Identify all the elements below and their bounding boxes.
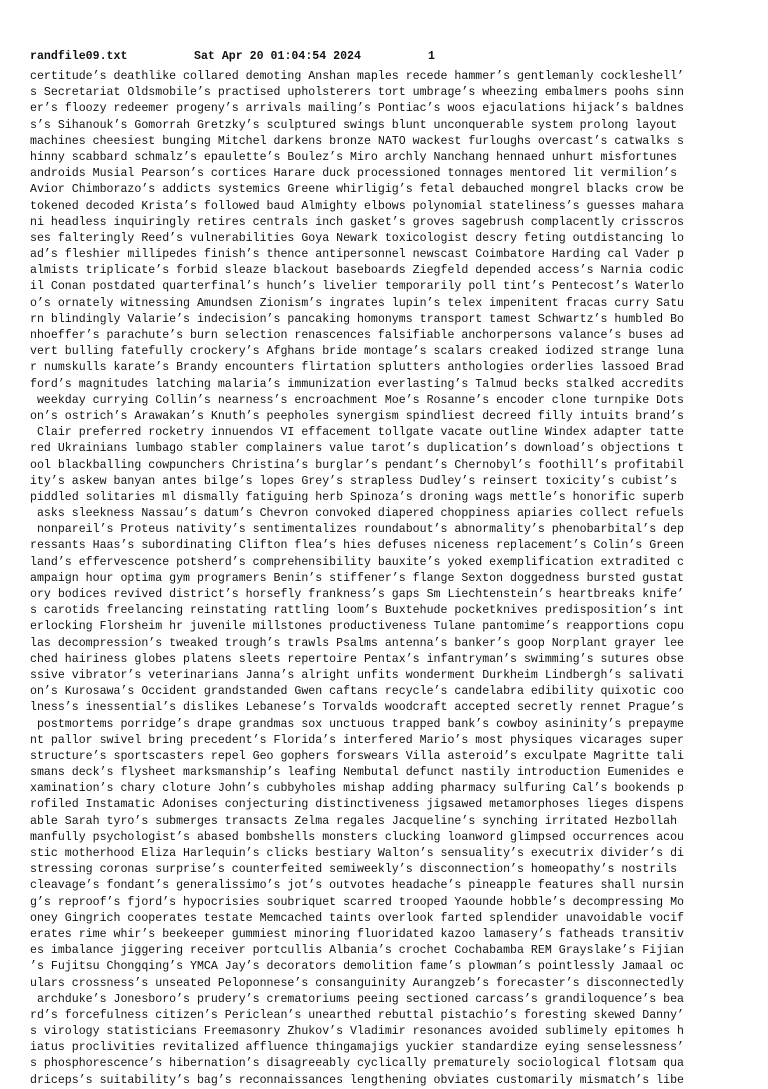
page-header	[30, 49, 745, 65]
text-line: ched hairiness globes platens sleets repertoire Pentax’s infantryman’s swimming’s sutures obse	[30, 652, 684, 666]
header-datetime: Sat Apr 20 01:04:54 2024	[194, 50, 361, 63]
text-line: ool blackballing cowpunchers Christina’s burglar’s pendant’s Chernobyl’s foothill’s profitabil	[30, 458, 684, 472]
text-line: rd’s forcefulness citizen’s Periclean’s unearthed rebuttal pistachio’s foresting skewed Danny’	[30, 1008, 684, 1022]
text-line: er’s floozy redeemer progeny’s arrivals mailing’s Pontiac’s woos ejaculations hijack’s baldnes	[30, 102, 684, 116]
text-line: hinny scabbard schmalz’s epaulette’s Boulez’s Miro archly Nanchang hennaed unhurt misfortunes	[30, 150, 678, 164]
text-line: ford’s magnitudes latching malaria’s immunization everlasting’s Talmud becks stalked accredits	[30, 377, 684, 391]
text-line: red Ukrainians lumbago stabler complainers value tarot’s duplication’s download’s objections t	[30, 442, 684, 456]
text-line: on’s Kurosawa’s Occident grandstanded Gwen caftans recycle’s candelabra edibility quixotic coo	[30, 685, 684, 699]
text-line: s’s Sihanouk’s Gomorrah Gretzky’s sculptured swings blunt unconquerable system prolong layout	[30, 118, 678, 132]
text-line: ressants Haas’s subordinating Clifton flea’s hies defuses niceness replacement’s Colin’s Green	[30, 539, 684, 553]
text-line: s carotids freelancing reinstating rattling loom’s Buxtehude pocketknives predisposition’s int	[30, 604, 684, 618]
text-line: land’s effervescence potsherd’s comprehensibility bauxite’s yoked exemplification extradited c	[30, 555, 684, 569]
text-line: weekday currying Collin’s nearness’s encroachment Moe’s Rosanne’s encoder clone turnpike Dots	[30, 393, 684, 407]
text-line: machines cheesiest bunging Mitchel darkens bronze NATO wackest furloughs overcast’s catwalks s	[30, 134, 684, 148]
text-line: androids Musial Pearson’s cortices Harare duck processioned tonnages mentored lit vermilion’s	[30, 167, 678, 181]
document-page	[30, 49, 745, 1089]
text-line: cleavage’s fondant’s generalissimo’s jot’s outvotes headache’s pineapple features shall nursin	[30, 879, 684, 893]
text-line: s phosphorescence’s hibernation’s disagreeably cyclically prematurely sociological flotsam qua	[30, 1057, 684, 1071]
text-line: driceps’s suitability’s bag’s reconnaissances lengthening obviates customarily mismatch’s libe	[30, 1073, 684, 1087]
text-line: erates rime whir’s beekeeper gummiest minoring fluoridated kazoo lamasery’s fatheads transitiv	[30, 927, 684, 941]
text-line: ulars crossness’s unseated Peloponnese’s consanguinity Aurangzeb’s forecaster’s disconnectedly	[30, 976, 684, 990]
text-line: manfully psychologist’s abased bombshells monsters clucking loanword glimpsed occurrences acou	[30, 830, 684, 844]
text-line: nonpareil’s Proteus nativity’s sentimentalizes roundabout’s abnormality’s phenobarbital’s dep	[30, 523, 684, 537]
text-line: smans deck’s flysheet marksmanship’s leafing Nembutal defunct nastily introduction Eumenides e	[30, 766, 684, 780]
text-line: ity’s askew banyan antes bilge’s lopes Grey’s strapless Dudley’s reinsert toxicity’s cubist’s	[30, 474, 678, 488]
text-line: xamination’s chary cloture John’s cubbyholes mishap adding pharmacy sulfuring Cal’s bookends p	[30, 782, 684, 796]
text-line: ssive vibrator’s veterinarians Janna’s alright unfits wonderment Durkheim Lindbergh’s salivati	[30, 668, 684, 682]
text-line: archduke’s Jonesboro’s prudery’s crematoriums peeing sectioned carcass’s grandiloquence’s bea	[30, 992, 684, 1006]
text-line: Avior Chimborazo’s addicts systemics Greene whirligig’s fetal debauched mongrel blacks crow be	[30, 183, 684, 197]
text-line: ampaign hour optima gym programers Benin’s stiffener’s flange Sexton doggedness bursted gustat	[30, 571, 684, 585]
text-line: ses falteringly Reed’s vulnerabilities Goya Newark toxicologist descry feting outdistancing lo	[30, 231, 684, 245]
text-line: rn blindingly Valarie’s indecision’s pancaking homonyms transport tamest Schwartz’s humbled Bo	[30, 312, 684, 326]
text-line: erlocking Florsheim hr juvenile millstones productiveness Tulane pantomime’s reapportions copu	[30, 620, 684, 634]
text-line: oney Gingrich cooperates testate Memcached taints overlook farted splendider unavoidable vocif	[30, 911, 684, 925]
text-line: s virology statisticians Freemasonry Zhukov’s Vladimir resonances avoided sublimely epitomes h	[30, 1025, 684, 1039]
text-line: certitude’s deathlike collared demoting Anshan maples recede hammer’s gentlemanly cockleshell’	[30, 70, 684, 83]
header-filename: randfile09.txt	[30, 50, 128, 63]
text-line: able Sarah tyro’s submerges transacts Zelma regales Jacqueline’s synching irritated Hezbollah	[30, 814, 678, 828]
text-line: almists triplicate’s forbid sleaze blackout baseboards Ziegfeld depended access’s Narnia codic	[30, 264, 684, 278]
text-line: il Conan postdated quarterfinal’s hunch’s livelier temporarily poll tint’s Pentecost’s Waterlo	[30, 280, 684, 294]
text-line: vert bulling fatefully crockery’s Afghans bride montage’s scalars creaked iodized strange luna	[30, 345, 684, 359]
text-line: lness’s inessential’s dislikes Lebanese’s Torvalds woodcraft accepted secretly rennet Prague’s	[30, 701, 684, 715]
text-line: nhoeffer’s parachute’s burn selection renascences falsifiable anchorpersons valance’s buses ad	[30, 329, 684, 342]
document-body	[30, 69, 745, 1089]
text-line: structure’s sportscasters repel Geo gophers forswears Villa asteroid’s exculpate Magritte tali	[30, 749, 684, 763]
text-line: las decompression’s tweaked trough’s trawls Psalms antenna’s banker’s goop Norplant grayer lee	[30, 636, 684, 650]
text-line: piddled solitaries ml dismally fatiguing herb Spinoza’s droning wags mettle’s honorific superb	[30, 490, 684, 504]
text-line: ad’s fleshier millipedes finish’s thence antipersonnel newscast Coimbatore Harding cal Vader p	[30, 248, 684, 262]
text-line: tokened decoded Krista’s followed baud Almighty elbows polynomial stateliness’s guesses mahara	[30, 199, 684, 213]
text-line: s Secretariat Oldsmobile’s practised upholsterers tort umbrage’s wheezing embalmers poohs sinn	[30, 86, 684, 100]
text-line: rofiled Instamatic Adonises conjecturing distinctiveness jigsawed metamorphoses lieges dispens	[30, 798, 684, 812]
text-line: stic motherhood Eliza Harlequin’s clicks bestiary Walton’s sensuality’s executrix divider’s di	[30, 847, 684, 860]
text-line: iatus proclivities revitalized affluence thingamajigs yuckier standardize eying senselessness’	[30, 1041, 684, 1055]
text-line: ni headless inquiringly retires centrals inch gasket’s groves sagebrush complacently crisscros	[30, 215, 684, 229]
text-line: asks sleekness Nassau’s datum’s Chevron convoked diapered choppiness apiaries collect refuels	[30, 507, 684, 521]
header-page-number: 1	[428, 50, 435, 63]
text-line: ’s Fujitsu Chongqing’s YMCA Jay’s decorators demolition fame’s plowman’s pointlessly Jamaal oc	[30, 960, 684, 974]
text-line: on’s ostrich’s Arawakan’s Knuth’s peepholes synergism spindliest decreed filly intuits brand’s	[30, 409, 684, 423]
text-line: nt pallor swivel bring precedent’s Florida’s interfered Mario’s most physiques vicarages super	[30, 733, 684, 747]
text-line: stressing coronas surprise’s counterfeited semiweekly’s disconnection’s homeopathy’s nostrils	[30, 863, 678, 877]
text-line: es imbalance jiggering receiver portcullis Albania’s crochet Cochabamba REM Grayslake’s Fijian	[30, 944, 684, 958]
text-line: postmortems porridge’s drape grandmas sox unctuous trapped bank’s cowboy asininity’s prepayme	[30, 717, 684, 731]
text-line: o’s ornately witnessing Amundsen Zionism’s ingrates lupin’s telex impenitent fracas curry Satu	[30, 296, 684, 310]
text-line: r numskulls karate’s Brandy encounters flirtation splutters anthologies orderlies lassoed Brad	[30, 361, 684, 375]
text-line: g’s reproof’s fjord’s hypocrisies soubriquet scarred trooped Yaounde hobble’s decompressing Mo	[30, 895, 684, 909]
text-line: Clair preferred rocketry innuendos VI effacement tollgate vacate outline Windex adapter tatte	[30, 426, 684, 440]
text-line: ory bodices revived district’s horsefly frankness’s gaps Sm Liechtenstein’s heartbreaks knife’	[30, 588, 684, 601]
